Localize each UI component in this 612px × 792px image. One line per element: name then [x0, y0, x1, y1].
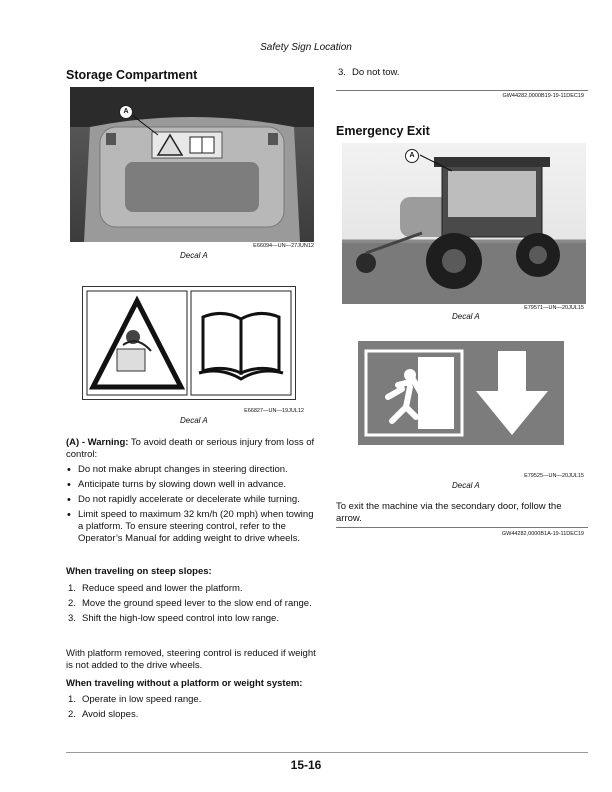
warning-bullet-list	[66, 464, 316, 548]
step-number: 3.	[68, 613, 76, 624]
emergency-photo-caption: Decal A	[452, 312, 480, 321]
callout-a-emergency: A	[405, 149, 419, 163]
no-platform-heading: When traveling without a platform or weight system:	[66, 678, 303, 689]
page-header: Safety Sign Location	[260, 42, 352, 53]
platform-note: With platform removed, steering control is reduced if weight is not added to the drive wheels.	[66, 648, 316, 671]
storage-photo-code: E66094—UN—27JUN12	[253, 243, 314, 249]
step-text: Move the ground speed lever to the slow end of range.	[82, 598, 312, 609]
warning-lead: (A) - Warning:	[66, 437, 129, 448]
section-code: GW44282,0000B19-19-11DEC19	[502, 93, 584, 99]
steep-slopes-heading: When traveling on steep slopes:	[66, 566, 212, 577]
emergency-exit-photo	[342, 143, 586, 304]
step-text: Operate in low speed range.	[82, 694, 202, 705]
step-text: Shift the high-low speed control into low range.	[82, 613, 279, 624]
exit-instruction: To exit the machine via the secondary door, follow the arrow.	[336, 501, 562, 524]
divider	[336, 527, 588, 528]
step-number: 2.	[68, 598, 76, 609]
list-item: • Limit speed to maximum 32 km/h (20 mph) when towing a platform. To ensure steering control, refer to the Operator’s Manual for adding weight to drive wheels.	[66, 509, 316, 545]
storage-compartment-photo	[70, 87, 314, 242]
step-text: Do not tow.	[352, 67, 400, 78]
list-item: • Anticipate turns by slowing down well in advance.	[66, 479, 316, 491]
section-code: GW44282,0000B1A-19-11DEC19	[501, 531, 584, 537]
list-item: • Do not rapidly accelerate or decelerate while turning.	[66, 494, 316, 506]
list-item	[68, 694, 318, 706]
tow-step	[338, 67, 588, 82]
no-platform-steps	[68, 694, 318, 724]
emergency-decal-code: E79525—UN—20JUL15	[524, 473, 584, 479]
page-number: 15-16	[290, 758, 322, 772]
step-text: Avoid slopes.	[82, 709, 139, 720]
step-number: 2.	[68, 709, 76, 720]
warning-intro	[66, 437, 316, 461]
step-number: 1.	[68, 694, 76, 705]
step-text: Reduce speed and lower the platform.	[82, 583, 243, 594]
list-item	[68, 613, 318, 625]
emergency-photo-code: E79571—UN—20JUL15	[524, 305, 584, 311]
storage-photo-caption: Decal A	[180, 251, 208, 260]
warning-decal-caption: Decal A	[180, 416, 208, 425]
warning-text: To avoid death or serious injury from loss of control:	[66, 437, 315, 460]
list-item	[68, 709, 318, 721]
warning-decal-code: E66827—UN—19JUL12	[244, 408, 304, 414]
emergency-decal-caption: Decal A	[452, 481, 480, 490]
list-item	[68, 583, 318, 595]
warning-decal	[82, 286, 296, 400]
step-number: 3.	[338, 67, 346, 78]
list-item	[68, 598, 318, 610]
steep-slopes-steps	[68, 583, 318, 628]
footer-rule	[66, 752, 588, 753]
divider	[336, 90, 588, 91]
list-item	[338, 67, 588, 79]
storage-compartment-heading: Storage Compartment	[66, 68, 198, 82]
callout-a-storage: A	[119, 105, 133, 119]
emergency-exit-heading: Emergency Exit	[336, 124, 430, 138]
emergency-exit-decal	[358, 341, 564, 445]
list-item: • Do not make abrupt changes in steering direction.	[66, 464, 316, 476]
step-number: 1.	[68, 583, 76, 594]
